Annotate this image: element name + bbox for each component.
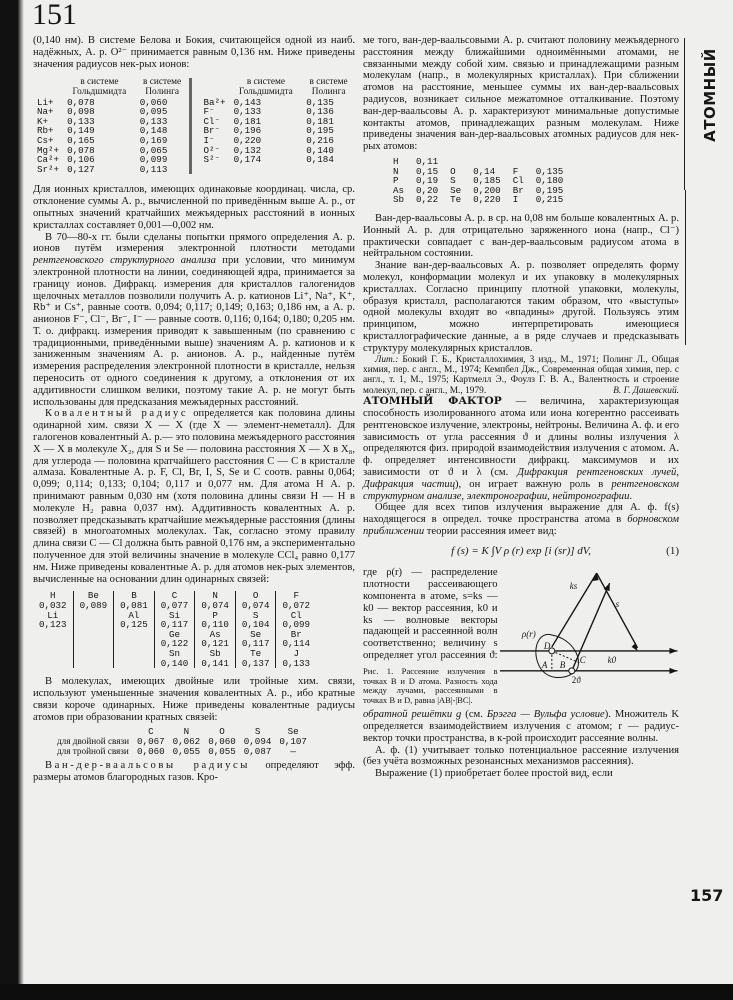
goldschmidt-value: 0,132 bbox=[233, 144, 262, 156]
ion-symbol: I⁻ bbox=[203, 134, 215, 146]
covalent-radius: 0,074 bbox=[201, 600, 229, 612]
label-B: B bbox=[559, 660, 565, 671]
pauling-value: 0,184 bbox=[306, 154, 334, 166]
scan-left-edge bbox=[0, 0, 20, 1000]
vdw-radius: 0,19 bbox=[416, 175, 439, 187]
term: Ван-дер-ваальсовы радиусы bbox=[45, 760, 251, 772]
ion-symbol: Rb+ bbox=[37, 125, 54, 137]
author-signature: В. Г. Дашевский. bbox=[613, 385, 679, 396]
paragraph: Знание ван-дер-ваальсовых А. р. позволяет определять форму молекул, конформации молекул и их упаковку в молекулярных кристаллах. Согласно принципу плотной упаковки, молекулы, образуя кристалл, располагаются таким образом, что «выступы» одной молекулы входят во «впадины» другой. Пользуясь этим принципом, можно интерпретировать имеющиеся кристаллографические данные, а в ряде случаев и предсказывать структуру молекулярных кристаллов. bbox=[363, 260, 679, 354]
covalent-group bbox=[154, 591, 195, 668]
cross-reference[interactable]: рентгеновском структурном анализе, электронографии, нейтронографии bbox=[363, 478, 680, 502]
goldschmidt-value: 0,106 bbox=[67, 154, 95, 166]
element-symbol: Cl bbox=[512, 175, 524, 187]
covalent-group bbox=[276, 591, 316, 668]
ion-symbol: Mg²+ bbox=[37, 144, 60, 156]
label-C: C bbox=[579, 655, 586, 666]
double-bond-radius: 0,060 bbox=[208, 735, 236, 747]
covalent-radius: 0,077 bbox=[160, 600, 189, 612]
triple-bond-radius: 0,060 bbox=[137, 745, 165, 757]
term: Ковалентный радиус bbox=[45, 408, 189, 420]
double-bond-radius: 0,094 bbox=[243, 735, 272, 747]
element-symbol: Sb bbox=[393, 194, 405, 206]
vdw-radius: 0,11 bbox=[416, 155, 439, 167]
ion-symbol: S²⁻ bbox=[203, 154, 221, 166]
pauling-value: 0,135 bbox=[306, 96, 334, 108]
goldschmidt-value: 0,143 bbox=[233, 96, 262, 108]
paragraph: Ван-дер-ваальсовы радиусы определяют эфф. размеры атомов благородных газов. Кро- bbox=[33, 760, 355, 783]
paragraph: В 70—80-х гг. были сделаны попытки прямого определения А. р. ионов путём измерения электронной плотности методами рентгеновского структурного анализа при условии, что минимум электронной плотности на линии, соединяющей ядра, принимается за границу ионов. Дифракц. измерения для кристаллов галогенидов щелочных металлов позволили получить А. р. катионов Li⁺, Na⁺, K⁺, Rb⁺ и Cs⁺, равные соотв. 0,094; 0,117; 0,149; 0,163; 0,186 нм, а А. р. анионов F⁻, Cl⁻, Br⁻, I⁻ — равные соотв. 0,116; 0,164; 0,180; 0,205 нм. Т. о. дифракц. измерения приводят к завышенным (по сравнению с традиционными, приведёнными выше) значениям А. р. катионов и к заниженным значениям А. р. анионов. А. р., найденные путём измерения распределения электронной плотности в кристалле, нельзя переносить от одного соединения к другому, а отклонения от их аддитивности слишком велики, поэтому такие А. р. не могут быть использованы для предсказания межъядерных расстояний. bbox=[33, 231, 355, 408]
paragraph: (0,140 нм). В системе Белова и Бокия, считающейся одной из наиб. надёжных, А. р. O²⁻ принимается равным 0,136 нм. Ниже приведены значения радиусов нек-рых ионов: bbox=[33, 35, 355, 70]
ion-radii-table bbox=[33, 78, 355, 174]
triple-bond-radius: 0,055 bbox=[172, 745, 201, 757]
triple-bond-radius: 0,055 bbox=[208, 745, 236, 757]
goldschmidt-value: 0,133 bbox=[233, 106, 262, 118]
paragraph: где ρ(r) — распределение плотности рассеивающего компонента в атоме, s=ks — k0 — вектор рассеяния, k0 и ks — волновые векторы падающей и рассеянной волн соответственно; величину s определяет угол рассеяния ϑ: bbox=[363, 567, 498, 662]
vdw-radii-table bbox=[393, 157, 575, 205]
element-symbol: Se bbox=[250, 628, 262, 640]
element-symbol: Se bbox=[287, 726, 299, 738]
label-A: A bbox=[541, 660, 547, 671]
right-column bbox=[363, 35, 679, 780]
covalent-group bbox=[73, 591, 114, 668]
covalent-radii-table bbox=[33, 591, 316, 668]
ion-symbol: Li+ bbox=[37, 96, 54, 108]
element-symbol: C bbox=[148, 726, 154, 738]
ion-symbol: Br⁻ bbox=[203, 125, 221, 137]
covalent-radius: 0,072 bbox=[282, 600, 311, 612]
covalent-group bbox=[114, 591, 155, 668]
ion-table-right bbox=[189, 78, 356, 174]
label-k0: k0 bbox=[607, 655, 616, 666]
pauling-value: 0,099 bbox=[139, 154, 168, 166]
paragraph: А. ф. (1) учитывает только потенциальное рассеяние излучения (без учёта возможных резонансных механизмов рассеяния). bbox=[363, 744, 679, 768]
vdw-radius: 0,185 bbox=[473, 175, 501, 187]
double-bond-radius: 0,062 bbox=[172, 735, 201, 747]
pauling-value: 0,065 bbox=[139, 144, 168, 156]
covalent-radius: 0,117 bbox=[241, 638, 270, 650]
ion-symbol: O²⁻ bbox=[203, 144, 221, 156]
ion-symbol: Cs+ bbox=[37, 134, 54, 146]
row-label: для тройной связи bbox=[57, 745, 129, 756]
ion-table-left bbox=[33, 78, 189, 174]
vdw-radius: 0,200 bbox=[473, 184, 501, 196]
element-symbol: B bbox=[131, 590, 137, 602]
covalent-radius: 0,121 bbox=[201, 638, 229, 650]
pauling-value: 0,195 bbox=[306, 125, 334, 137]
vdw-radius: 0,135 bbox=[535, 165, 564, 177]
goldschmidt-value: 0,133 bbox=[67, 115, 95, 127]
col-header-pauling: в системе Полинга bbox=[143, 77, 182, 97]
element-symbol: Te bbox=[250, 647, 262, 659]
label-rho: ρ(r) bbox=[521, 629, 536, 640]
element-symbol: O bbox=[450, 165, 456, 177]
paragraph: обратной решётки g (см. Брэгга — Вульфа условие). Множитель K определяется взаимодействием излучения с атомом; r — радиус-вектор точки пространства, в к-рой происходит рассеяние волны. bbox=[363, 709, 679, 744]
article-title: АТОМНЫЙ ФАКТОР bbox=[363, 395, 502, 408]
figure-block bbox=[363, 567, 679, 705]
formula bbox=[363, 546, 679, 558]
col-header-pauling: в системе Полинга bbox=[309, 77, 348, 97]
element-symbol: F bbox=[293, 590, 300, 602]
covalent-radius: 0,099 bbox=[282, 619, 311, 631]
covalent-group bbox=[195, 591, 236, 668]
element-symbol: Si bbox=[169, 609, 181, 621]
element-symbol: N bbox=[183, 726, 190, 738]
running-head bbox=[690, 40, 730, 150]
ion-symbol: Cl⁻ bbox=[203, 115, 221, 127]
covalent-radius: 0,104 bbox=[241, 619, 270, 631]
covalent-radius: 0,110 bbox=[201, 619, 229, 631]
element-symbol: S bbox=[254, 726, 261, 738]
goldschmidt-value: 0,165 bbox=[67, 134, 95, 146]
goldschmidt-value: 0,078 bbox=[67, 96, 95, 108]
formula-expression: f (s) = K ∫V ρ (r) exp [i (sr)] dV, bbox=[451, 544, 591, 557]
cross-reference[interactable]: борновском приближении bbox=[363, 514, 679, 537]
covalent-radius: 0,140 bbox=[160, 657, 189, 669]
double-bond-radius: 0,067 bbox=[137, 735, 165, 747]
covalent-radius: 0,125 bbox=[120, 619, 148, 631]
cross-reference[interactable]: Брэгга — Вульфа условие bbox=[486, 709, 605, 721]
label-D: D bbox=[543, 641, 550, 652]
cross-reference[interactable]: рентгеновского структурного анализа bbox=[33, 255, 216, 267]
triple-bond-radius: — bbox=[290, 745, 296, 757]
pauling-value: 0,140 bbox=[306, 144, 334, 156]
vdw-radius: 0,180 bbox=[535, 175, 564, 187]
covalent-radius: 0,081 bbox=[120, 600, 148, 612]
vdw-radius: 0,195 bbox=[535, 184, 564, 196]
covalent-radius: 0,133 bbox=[282, 657, 311, 669]
ion-symbol: Sr²+ bbox=[37, 163, 60, 175]
covalent-radius: 0,123 bbox=[39, 619, 67, 631]
top-page-number: 151 bbox=[32, 0, 77, 31]
cross-reference[interactable]: Дифракция частиц bbox=[363, 478, 456, 490]
element-symbol: As bbox=[393, 184, 405, 196]
ion-symbol: Ba²+ bbox=[203, 96, 226, 108]
margin-rule bbox=[684, 38, 685, 190]
covalent-radius: 0,114 bbox=[282, 638, 311, 650]
article: АТОМНЫЙ ФАКТОР — величина, характеризующая способность изолированного атома или иона когерентно рассеивать рентгеновское излучение, электроны, нейтроны. Величина А. ф. и его зависимость от угла рассеяния ϑ и длины волны излучения λ определяются физ. природой взаимодействия излучения с атомом. А. ф. определяет интенсивности дифракц. максимумов и их зависимости от ϑ и λ (см. Дифракция рентгеновских лучей, Дифракция частиц), он играет важную роль в рентгеновском структурном анализе, электронографии, нейтронографии. bbox=[363, 395, 680, 502]
pauling-value: 0,216 bbox=[306, 134, 334, 146]
element-symbol: F bbox=[512, 165, 519, 177]
table-row bbox=[33, 165, 189, 175]
pauling-value: 0,148 bbox=[139, 125, 168, 137]
left-column bbox=[33, 35, 355, 784]
element-symbol: Be bbox=[87, 590, 99, 602]
pauling-value: 0,113 bbox=[139, 163, 168, 175]
pauling-value: 0,133 bbox=[139, 115, 168, 127]
element-symbol: Te bbox=[450, 194, 462, 206]
margin-rule-lower bbox=[685, 190, 686, 345]
pauling-value: 0,095 bbox=[139, 106, 168, 118]
ion-symbol: K+ bbox=[37, 115, 49, 127]
bibliography: Лит.: Бокий Г. Б., Кристаллохимия, 3 изд., М., 1971; Полинг Л., Общая химия, пер. с англ., М., 1974; Кемпбел Дж., Современная общая химия, пер. с англ., т. 1, М., 1975; Картмелл Э., Фоулз Г. В. А., Валентность и строение молекул, пер. с англ., М., 1979. В. Г. Дашевский. bbox=[363, 354, 679, 396]
cross-reference[interactable]: обратной решётки g bbox=[363, 709, 462, 721]
vdw-radius: 0,215 bbox=[535, 194, 564, 206]
row-label: для двойной связи bbox=[57, 735, 130, 746]
vector-s bbox=[596, 574, 637, 649]
ion-symbol: Ca²+ bbox=[37, 154, 60, 166]
figure-caption: Рис. 1. Рассеяние излучения в точках B и D атома. Разность хода между лучами, рассеянными в точках B и D, равна |AB|-|BC|. bbox=[363, 666, 498, 705]
label-ks: ks bbox=[569, 581, 577, 592]
scan-bottom-edge bbox=[0, 984, 733, 1000]
element-symbol: O bbox=[252, 590, 259, 602]
element-symbol: H bbox=[50, 590, 56, 602]
element-symbol: Ge bbox=[169, 628, 181, 640]
goldschmidt-value: 0,149 bbox=[67, 125, 95, 137]
double-bond-radius: 0,107 bbox=[279, 735, 307, 747]
covalent-radius: 0,122 bbox=[160, 638, 189, 650]
ion-symbol: F⁻ bbox=[203, 106, 215, 118]
element-symbol: O bbox=[219, 726, 225, 738]
element-symbol: Li bbox=[47, 609, 59, 621]
element-symbol: S bbox=[252, 609, 259, 621]
vdw-radius: 0,14 bbox=[473, 165, 496, 177]
element-symbol: Se bbox=[450, 184, 462, 196]
ion-symbol: Na+ bbox=[37, 106, 54, 118]
goldschmidt-value: 0,078 bbox=[67, 144, 95, 156]
pauling-value: 0,169 bbox=[139, 134, 168, 146]
element-symbol: H bbox=[393, 155, 399, 167]
pauling-value: 0,181 bbox=[306, 115, 334, 127]
element-symbol: Cl bbox=[290, 609, 302, 621]
goldschmidt-value: 0,220 bbox=[233, 134, 262, 146]
paragraph: Общее для всех типов излучения выражение для А. ф. f(s) находящегося в определ. точке пространства атома в борновском приближении теории рассеяния имеет вид: bbox=[363, 502, 679, 537]
element-symbol: Sb bbox=[209, 647, 221, 659]
element-symbol: P bbox=[393, 175, 399, 187]
label-two-theta: 2ϑ bbox=[571, 675, 581, 686]
covalent-radius: 0,032 bbox=[39, 600, 67, 612]
goldschmidt-value: 0,127 bbox=[67, 163, 95, 175]
element-symbol: Al bbox=[128, 609, 140, 621]
pauling-value: 0,060 bbox=[139, 96, 168, 108]
formula-number: (1) bbox=[666, 544, 679, 557]
vdw-radius: 0,220 bbox=[473, 194, 501, 206]
element-symbol: C bbox=[171, 590, 178, 602]
bottom-page-number: 157 bbox=[690, 886, 724, 905]
covalent-radius: 0,117 bbox=[160, 619, 189, 631]
element-symbol: As bbox=[209, 628, 221, 640]
multiple-bond-table bbox=[53, 727, 311, 756]
paragraph: В молекулах, имеющих двойные или тройные хим. связи, используют уменьшенные значения ковалентных А. р., ибо кратные связи короче одинарных. Ниже приведены ковалентные радиусы атомов при образовании кратных связей: bbox=[33, 676, 355, 723]
goldschmidt-value: 0,181 bbox=[233, 115, 262, 127]
element-symbol: N bbox=[212, 590, 218, 602]
vdw-radius: 0,15 bbox=[416, 165, 439, 177]
element-symbol: N bbox=[393, 165, 399, 177]
covalent-radius: 0,089 bbox=[79, 600, 108, 612]
covalent-radius: 0,141 bbox=[201, 657, 229, 669]
element-symbol: Br bbox=[290, 628, 302, 640]
covalent-radius: 0,074 bbox=[241, 600, 270, 612]
col-header-goldschmidt: в системе Гольдшмидта bbox=[239, 77, 293, 97]
vdw-radius: 0,22 bbox=[416, 194, 439, 206]
triple-bond-radius: 0,087 bbox=[243, 745, 272, 757]
paragraph: Выражение (1) приобретает более простой вид, если bbox=[375, 768, 613, 780]
element-symbol: I bbox=[512, 194, 519, 206]
element-symbol: P bbox=[212, 609, 218, 621]
element-symbol: Br bbox=[512, 184, 524, 196]
table-row bbox=[200, 155, 356, 165]
vdw-radius: 0,20 bbox=[416, 184, 439, 196]
covalent-radius: 0,137 bbox=[241, 657, 270, 669]
scattering-diagram bbox=[500, 567, 679, 685]
covalent-group bbox=[33, 591, 73, 668]
table-row bbox=[393, 195, 575, 205]
covalent-group bbox=[235, 591, 276, 668]
cross-reference[interactable]: Дифракция рентгеновских лучей bbox=[517, 466, 677, 478]
running-head-text: АТОМНЫЙ bbox=[701, 48, 719, 142]
label-s: s bbox=[615, 599, 619, 610]
element-symbol: Sn bbox=[169, 647, 181, 659]
goldschmidt-value: 0,098 bbox=[67, 106, 95, 118]
paragraph: Для ионных кристаллов, имеющих одинаковые координац. числа, ср. отклонение суммы А. р., вычисленной по приведённым выше А. р., от опытных значений кратчайших межъядерных расстояний в ионных кристаллах составляет 0,001—0,002 нм. bbox=[33, 184, 355, 231]
paragraph: Ковалентный радиус определяется как половина длины одинарной хим. связи X — X (где X — элемент-неметалл). Для галогенов ковалентный А. р.— это половина межъядерного расстояния X — X в молекуле X₂, для S и Se — половина расстояния X — X в X₈, для углерода — половина кратчайшего расстояния C — C в кристалле алмаза. Ковалентные А. р. F, Cl, Br, I, S, Se и C соотв. равны 0,064; 0,099; 0,114; 0,133; 0,104; 0,117 и 0,077 нм. Для атома H А. р. принимают равным 0,030 нм (хотя половина длины связи H — H в молекуле H₂ равна 0,037 нм). Аддитивность ковалентных А. р. позволяет предсказывать кратчайшие межъядерные расстояния (длины связей) в многоатомных молекулах. Так, согласно этому правилу длина связи C — Cl должна быть равной 0,176 нм, а экспериментально полученное для этой величины значение в молекуле CCl₄ равно 0,177 нм. Ниже приведены ковалентные А. р. для атомов нек-рых элементов, вычисленные на основании длин одинарных связей: bbox=[33, 408, 355, 585]
pauling-value: 0,136 bbox=[306, 106, 334, 118]
element-symbol: S bbox=[450, 175, 456, 187]
col-header-goldschmidt: в системе Гольдшмидта bbox=[72, 77, 127, 97]
element-symbol: J bbox=[293, 647, 300, 659]
goldschmidt-value: 0,174 bbox=[233, 154, 262, 166]
paragraph: Ван-дер-ваальсовы А. р. в ср. на 0,08 нм больше ковалентных А. р. Ионный А. р. для отрицательно заряженного иона (напр., Cl⁻) практически совпадает с ван-дер-ваальсовым радиусом атома в нейтральном состоянии. bbox=[363, 212, 679, 260]
paragraph: ме того, ван-дер-ваальсовыми А. р. считают половину межъядерного расстояния между ближайшими одноимёнными атомами, не связанными между собой хим. связью и принадлежащими разным молекулам (напр., в молекулярных кристаллах). При сближении атомов на расстояние, меньшее суммы их ван-дер-ваальсовых радиусов, возникает сильное межатомное отталкивание. Поэтому ван-дер-ваальсовы А. р. характеризуют минимальные допустимые контакты атомов, принадлежащих разным молекулам. Ниже приведены значения ван-дер-ваальсовых атомных радиусов для нек-рых атомов: bbox=[363, 35, 679, 153]
goldschmidt-value: 0,196 bbox=[233, 125, 262, 137]
